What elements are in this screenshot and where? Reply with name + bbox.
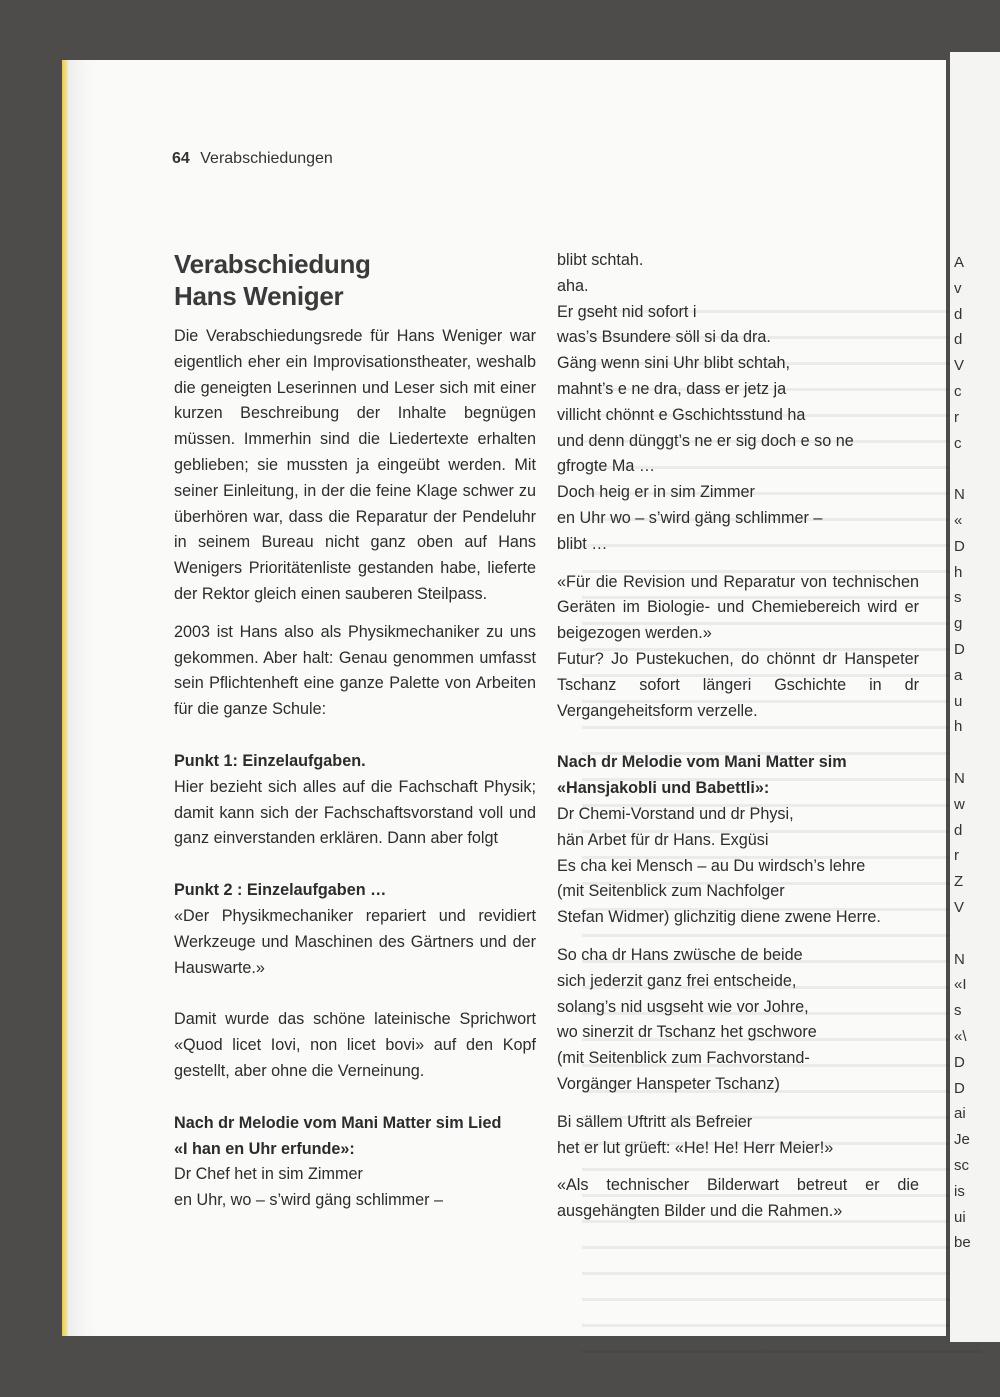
song-line: Stefan Widmer) glichzitig diene zwene Herre. bbox=[557, 908, 881, 927]
paragraph-2003: 2003 ist Hans also als Physikmechaniker zu uns gekommen. Aber halt: Genau genommen umfasst sein Pflichtenheft eine ganze Palette von Arbeiten für die ganze Schule: bbox=[174, 622, 536, 719]
song1-continuation bbox=[557, 248, 919, 558]
latin-paragraph: Damit wurde das schöne lateinische Sprichwort «Quod licet Iovi, non licet bovi» auf den Kopf gestellt, aber ohne die Verneinung. bbox=[174, 1010, 536, 1080]
song1-heading bbox=[174, 1111, 536, 1163]
song-line: Bi sällem Uftritt als Befreier bbox=[557, 1112, 753, 1131]
facing-page-fragment: h bbox=[954, 718, 963, 736]
song2-heading-line-1: Nach dr Melodie vom Mani Matter sim bbox=[557, 753, 847, 772]
song-line: (mit Seitenblick zum Nachfolger bbox=[557, 882, 785, 901]
facing-page-fragment: Z bbox=[954, 873, 964, 891]
futur-paragraph: Futur? Jo Pustekuchen, do chönnt dr Hanspeter Tschanz sofort längeri Gschichte in dr Vergangeheitsform verzelle. bbox=[557, 649, 919, 720]
facing-page-fragment: A bbox=[954, 254, 965, 271]
facing-page-fragment: c bbox=[954, 383, 962, 400]
song-line: Gäng wenn sini Uhr blibt schtah, bbox=[557, 354, 791, 373]
song-line: Vorgänger Hanspeter Tschanz) bbox=[557, 1074, 780, 1093]
song2-verse-3 bbox=[557, 1110, 919, 1162]
left-column bbox=[174, 248, 536, 1214]
facing-page-fragment: N bbox=[954, 950, 965, 968]
facing-page-fragment: d bbox=[954, 305, 963, 323]
song-line: was’s Bsundere söll si da dra. bbox=[557, 328, 771, 347]
facing-page-fragment: u bbox=[954, 692, 963, 710]
song1-lines bbox=[174, 1162, 536, 1214]
facing-page-fragment: « bbox=[954, 512, 963, 529]
facing-page-fragment: «\ bbox=[954, 1028, 967, 1045]
running-header bbox=[172, 150, 333, 168]
song-line: So cha dr Hans zwüsche de beide bbox=[557, 945, 803, 964]
song-line: en Uhr, wo – s’wird gäng schlimmer – bbox=[174, 1191, 443, 1210]
song-line: Es cha kei Mensch – au Du wirdsch’s lehre bbox=[557, 856, 866, 875]
song-line: wo sinerzit dr Tschanz het gschwore bbox=[557, 1023, 817, 1042]
revision-quote: «Für die Revision und Reparatur von technischen Geräten im Biologie- und Chemiebereich wird er beigezogen werden.» bbox=[557, 572, 919, 643]
facing-page-fragment: r bbox=[954, 847, 959, 865]
bilderwart-quote: «Als technischer Bilderwart betreut er die ausgehängten Bilder und die Rahmen.» bbox=[557, 1176, 919, 1221]
facing-page-fragment: is bbox=[954, 1182, 965, 1200]
article-title bbox=[174, 248, 536, 312]
facing-page-fragment: N bbox=[954, 486, 965, 504]
facing-page-fragment: D bbox=[954, 641, 965, 658]
facing-page-fragment: s bbox=[954, 589, 962, 607]
song-line: Er gseht nid sofort i bbox=[557, 302, 697, 321]
punkt1-heading: Punkt 1: Einzelaufgaben. bbox=[174, 751, 366, 770]
facing-page-edge bbox=[950, 52, 1000, 1342]
title-line-2: Hans Weniger bbox=[174, 281, 344, 311]
punkt1-text: Hier bezieht sich alles auf die Fachschaft Physik; damit kann sich der Fachschaftsvorstand voll und ganz einverstanden erklären. Dann aber folgt bbox=[174, 777, 536, 848]
facing-page-fragment: c bbox=[954, 434, 962, 452]
facing-page-fragment: s bbox=[954, 1002, 962, 1020]
facing-page-fragment: v bbox=[954, 279, 962, 297]
page-number: 64 bbox=[172, 150, 190, 167]
facing-page-fragment: g bbox=[954, 615, 963, 633]
song-line: blibt … bbox=[557, 534, 608, 553]
song1-heading-line-2: «I han en Uhr erfunde»: bbox=[174, 1139, 355, 1158]
facing-page-fragment: r bbox=[954, 408, 959, 426]
song2-heading bbox=[557, 750, 919, 802]
facing-page-fragment: w bbox=[954, 795, 965, 813]
song-line: mahnt’s e ne dra, dass er jetz ja bbox=[557, 379, 787, 398]
facing-page-fragment: D bbox=[954, 537, 965, 555]
facing-page-fragment: be bbox=[954, 1234, 971, 1252]
song-line: en Uhr wo – s’wird gäng schlimmer – bbox=[557, 508, 823, 527]
facing-page-fragment: sc bbox=[954, 1157, 969, 1174]
title-line-1: Verabschiedung bbox=[174, 249, 371, 279]
facing-page-fragment: V bbox=[954, 899, 965, 916]
facing-page-fragment: ui bbox=[954, 1208, 966, 1226]
facing-page-fragment: N bbox=[954, 770, 965, 787]
song2-heading-line-2: «Hansjakobli und Babettli»: bbox=[557, 779, 770, 798]
facing-page-fragment: D bbox=[954, 1053, 965, 1071]
facing-page-fragment: a bbox=[954, 666, 963, 684]
section-title: Verabschiedungen bbox=[200, 150, 333, 167]
facing-page-fragment: Je bbox=[954, 1131, 970, 1149]
song-line: blibt schtah. bbox=[557, 251, 644, 269]
facing-page-fragment: «I bbox=[954, 976, 967, 994]
song2-verse-1 bbox=[557, 802, 919, 931]
song-line: aha. bbox=[557, 276, 589, 295]
song-line: villicht chönnt e Gschichtsstund ha bbox=[557, 405, 806, 424]
right-column bbox=[557, 248, 919, 1225]
song-line: sich jederzit ganz frei entscheide, bbox=[557, 971, 797, 990]
song-line: gfrogte Ma … bbox=[557, 457, 656, 476]
punkt2-text: «Der Physikmechaniker repariert und revidiert Werkzeuge und Maschinen des Gärtners und der Hauswarte.» bbox=[174, 906, 536, 977]
song2-verse-2 bbox=[557, 943, 919, 1098]
song-line: (mit Seitenblick zum Fachvorstand- bbox=[557, 1049, 810, 1068]
song-line: solang’s nid usgseht wie vor Johre, bbox=[557, 997, 809, 1016]
punkt2-heading: Punkt 2 : Einzelaufgaben … bbox=[174, 881, 387, 900]
facing-page-fragment: d bbox=[954, 331, 963, 349]
facing-page-fragment: d bbox=[954, 821, 963, 839]
facing-page-fragment: ai bbox=[954, 1105, 966, 1123]
intro-paragraph: Die Verabschiedungsrede für Hans Weniger war eigentlich eher ein Improvisationstheater, weshalb die geneigten Leserinnen und Leser sich mit einer kurzen Beschreibung der Inhalte begnügen müssen. Immerhin sind die Liedertexte erhalten geblieben; sie mussten ja eingeübt werden. Mit seiner Einleitung, in der die feine Klage schwer zu überhören war, dass die Reparatur der Pendeluhr in seinem Bureau nicht ganz oben auf Hans Wenigers Prioritätenliste gestanden habe, lieferte der Rektor gleich einen sauberen Steilpass. bbox=[174, 327, 536, 603]
facing-page-fragment: V bbox=[954, 357, 965, 375]
facing-page-fragment: D bbox=[954, 1079, 965, 1097]
song-line: Dr Chef het in sim Zimmer bbox=[174, 1165, 363, 1184]
song1-heading-line-1: Nach dr Melodie vom Mani Matter sim Lied bbox=[174, 1113, 502, 1132]
song-line: hän Arbet für dr Hans. Exgüsi bbox=[557, 830, 769, 849]
song-line: und denn dünggt’s ne er sig doch e so ne bbox=[557, 431, 854, 450]
song-line: Doch heig er in sim Zimmer bbox=[557, 483, 755, 502]
song-line: het er lut grüeft: «He! He! Herr Meier!» bbox=[557, 1138, 834, 1157]
song-line: Dr Chemi-Vorstand und dr Physi, bbox=[557, 804, 794, 823]
facing-page-fragment: h bbox=[954, 563, 963, 581]
